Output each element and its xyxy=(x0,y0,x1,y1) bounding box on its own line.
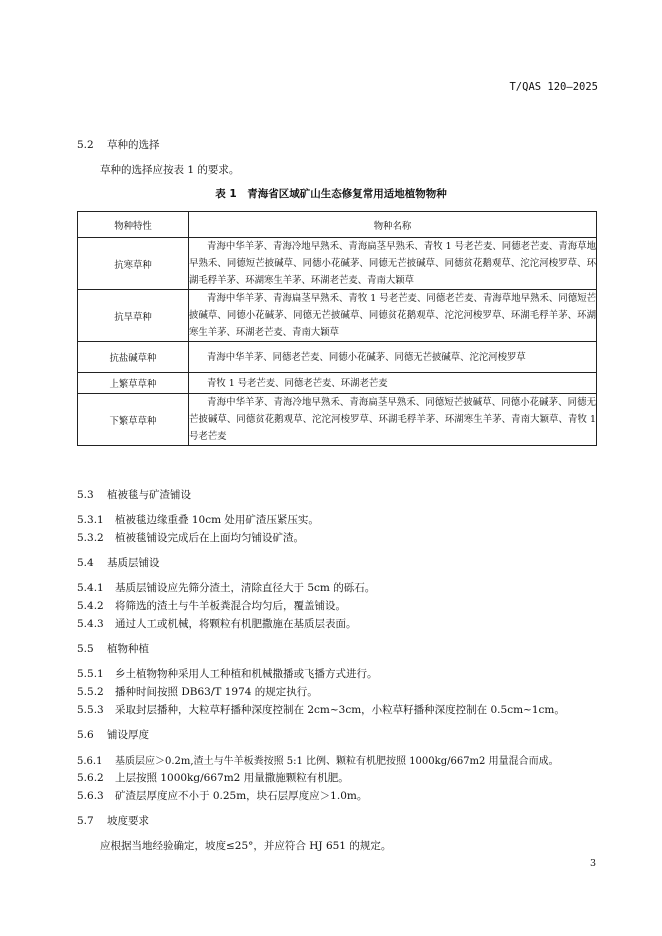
trait-cell: 抗旱草种 xyxy=(78,290,189,342)
species-table xyxy=(77,211,597,446)
names-text: 青牧 1 号老芒麦、同德老芒麦、环湖老芒麦 xyxy=(207,377,388,389)
clause-text: 矿渣层厚度应不小于 0.25m，块石层厚度应＞1.0m。 xyxy=(115,790,368,802)
clause-number: 5.4.3 xyxy=(77,618,104,630)
names-cell xyxy=(189,238,597,290)
clause-5-5-1 xyxy=(77,666,378,681)
clause-5-6-2 xyxy=(77,770,349,785)
section-5-4-heading xyxy=(77,555,160,570)
section-title: 植物种植 xyxy=(107,643,149,655)
section-number: 5.3 xyxy=(77,489,94,501)
table-row xyxy=(78,394,597,446)
clause-5-5-2 xyxy=(77,684,318,699)
clause-5-5-3 xyxy=(77,702,565,717)
section-title: 草种的选择 xyxy=(107,139,160,151)
section-5-2-heading xyxy=(77,137,160,152)
page-number: 3 xyxy=(589,858,596,869)
clause-text: 植被毯边缘重叠 10cm 处用矿渣压紧压实。 xyxy=(115,514,319,526)
section-5-3-heading xyxy=(77,487,191,502)
trait-cell: 抗盐碱草种 xyxy=(78,342,189,373)
section-title: 基质层铺设 xyxy=(107,557,160,569)
clause-text: 基质层铺设应先筛分渣土，清除直径大于 5cm 的砾石。 xyxy=(115,582,376,594)
section-title: 坡度要求 xyxy=(107,815,149,827)
section-5-2-text: 草种的选择应按表 1 的要求。 xyxy=(100,164,240,176)
names-cell xyxy=(189,394,597,446)
clause-number: 5.5.1 xyxy=(77,668,104,680)
clause-number: 5.5.3 xyxy=(77,704,104,716)
clause-text: 将筛选的渣土与牛羊板粪混合均匀后，覆盖铺设。 xyxy=(115,600,346,612)
section-number: 5.5 xyxy=(77,643,94,655)
table-row xyxy=(78,290,597,342)
clause-text: 上层按照 1000kg/667m2 用量撒施颗粒有机肥。 xyxy=(115,772,349,784)
clause-text: 采取封层播种，大粒草籽播种深度控制在 2cm~3cm，小粒草籽播种深度控制在 0.5cm~1cm。 xyxy=(115,704,565,716)
clause-number: 5.3.2 xyxy=(77,532,104,544)
clause-text: 乡土植物物种采用人工种植和机械撒播或飞播方式进行。 xyxy=(115,668,378,680)
clause-number: 5.6.2 xyxy=(77,772,104,784)
clause-5-3-1 xyxy=(77,512,319,527)
section-5-6-heading xyxy=(77,727,149,742)
clause-5-6-1 xyxy=(77,752,559,767)
clause-number: 5.3.1 xyxy=(77,514,104,526)
clause-5-4-1 xyxy=(77,580,375,595)
trait-cell: 下繁草草种 xyxy=(78,394,189,446)
clause-5-4-2 xyxy=(77,598,346,613)
names-text: 青海中华羊茅、青海扁茎早熟禾、青牧 1 号老芒麦、同德老芒麦、青海草地早熟禾、同德短芒披碱草、同德小花碱茅、同德无芒披碱草、同德贫花鹅观草、沱沱河梭罗草、环湖毛稃羊茅、环湖寒生羊茅、环湖老芒麦、青南大颖草 xyxy=(189,293,596,338)
section-title: 植被毯与矿渣铺设 xyxy=(107,489,191,501)
trait-cell: 上繁草草种 xyxy=(78,373,189,394)
names-text: 青海中华羊茅、青海冷地早熟禾、青海扁茎早熟禾、同德短芒披碱草、同德小花碱茅、同德无芒披碱草、同德贫花鹅观草、沱沱河梭罗草、环湖毛稃羊茅、环湖寒生羊茅、青南大颖草、青牧 1 号老芒麦 xyxy=(189,397,596,442)
clause-text: 植被毯铺设完成后在上面均匀铺设矿渣。 xyxy=(115,532,304,544)
section-5-7-heading xyxy=(77,813,149,828)
table-row xyxy=(78,373,597,394)
names-cell xyxy=(189,373,597,394)
trait-cell: 抗寒草种 xyxy=(78,238,189,290)
document-id: T/QAS 120—2025 xyxy=(509,81,598,93)
clause-5-3-2 xyxy=(77,530,304,545)
table-caption: 表 1 青海省区域矿山生态修复常用适地植物物种 xyxy=(215,188,447,200)
clause-number: 5.6.1 xyxy=(77,756,103,767)
section-number: 5.6 xyxy=(77,729,94,741)
names-text: 青海中华羊茅、同德老芒麦、同德小花碱茅、同德无芒披碱草、沱沱河梭罗草 xyxy=(207,351,526,363)
table-row xyxy=(78,238,597,290)
clause-5-4-3 xyxy=(77,616,357,631)
section-5-7-text: 应根据当地经验确定，坡度≤25°，并应符合 HJ 651 的规定。 xyxy=(100,840,392,852)
section-5-5-heading xyxy=(77,641,149,656)
clause-text: 基质层应＞0.2m,渣土与牛羊板粪按照 5:1 比例、颗粒有机肥按照 1000kg/667m2 用量混合而成。 xyxy=(115,756,559,767)
clause-number: 5.6.3 xyxy=(77,790,104,802)
names-cell xyxy=(189,342,597,373)
names-text: 青海中华羊茅、青海冷地早熟禾、青海扁茎早熟禾、青牧 1 号老芒麦、同德老芒麦、青海草地早熟禾、同德短芒披碱草、同德小花碱茅、同德无芒披碱草、同德贫花鹅观草、沱沱河梭罗草、环湖毛稃羊茅、环湖寒生羊茅、环湖老芒麦、青南大颖草 xyxy=(189,241,596,286)
names-cell xyxy=(189,290,597,342)
clause-number: 5.4.2 xyxy=(77,600,104,612)
header-names: 物种名称 xyxy=(189,212,597,238)
clause-text: 播种时间按照 DB63/T 1974 的规定执行。 xyxy=(115,686,318,698)
clause-number: 5.4.1 xyxy=(77,582,104,594)
section-number: 5.7 xyxy=(77,815,94,827)
header-trait: 物种特性 xyxy=(78,212,189,238)
table-header-row xyxy=(78,212,597,238)
clause-number: 5.5.2 xyxy=(77,686,104,698)
section-title: 铺设厚度 xyxy=(107,729,149,741)
table-row xyxy=(78,342,597,373)
section-number: 5.2 xyxy=(77,139,94,151)
section-number: 5.4 xyxy=(77,557,94,569)
clause-text: 通过人工或机械，将颗粒有机肥撒施在基质层表面。 xyxy=(115,618,357,630)
clause-5-6-3 xyxy=(77,788,367,803)
